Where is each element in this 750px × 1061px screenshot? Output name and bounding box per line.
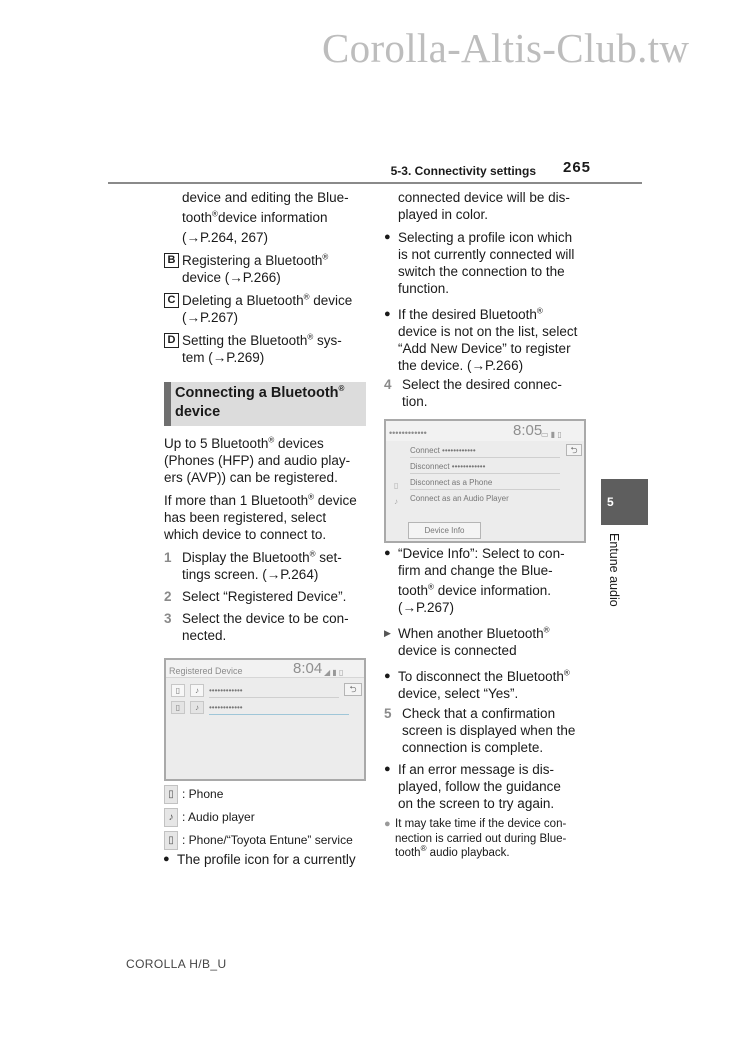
bullet-profile-icon: ● The profile icon for a currently [163, 852, 356, 867]
legend-item: ♪ : Audio player [164, 808, 369, 827]
phone-icon: ▯ [394, 481, 399, 490]
bullet-disconnect: ● To disconnect the Bluetooth® device, select “Yes”. [384, 668, 570, 701]
header-rule [108, 182, 642, 184]
bullet-device-info: ● “Device Info”: Select to con- firm and change the Blue- tooth® device information. (→P.267) [384, 546, 565, 615]
step-4: 4 Select the desired connec- tion. [384, 377, 562, 409]
step-5: 5 Check that a confirmation screen is displayed when the connection is complete. [384, 706, 576, 755]
letter-d-badge: D [164, 333, 179, 348]
music-note-icon[interactable]: ♪ [190, 701, 204, 714]
footer-model: COROLLA H/B_U [126, 957, 227, 971]
item-registering: B Registering a Bluetooth® device (→P.266) [164, 252, 369, 286]
legend-item: ▯ : Phone [164, 785, 369, 804]
phone-entune-icon[interactable]: ▯ [171, 701, 185, 714]
letter-c-badge: C [164, 293, 179, 308]
signal-icon: ▭ ▮ ▯ [541, 430, 562, 439]
item-setting: D Setting the Bluetooth® sys- tem (→P.269) [164, 332, 369, 366]
music-note-icon: ♪ [394, 497, 398, 506]
phone-icon: ▯ [164, 785, 178, 804]
item-deleting: C Deleting a Bluetooth® device (→P.267) [164, 292, 369, 326]
right-column-bottom [384, 545, 589, 861]
paragraph-capacity: Up to 5 Bluetooth® devices (Phones (HFP) and audio play- ers (AVP)) can be registered. [164, 435, 351, 485]
left-column-top [164, 189, 369, 372]
continued-text: connected device will be dis- played in color. [398, 190, 570, 222]
device-info-button[interactable]: Device Info [408, 522, 481, 539]
step-1: 1 Display the Bluetooth® set- tings screen. (→P.264) [164, 549, 342, 582]
note-audio-playback: ● It may take time if the device con- nection is carried out during Blue- tooth® audio playback. [384, 818, 567, 859]
continued-item: device and editing the Blue- tooth®device information (→P.264, 267) [182, 190, 349, 245]
device-name-title: •••••••••••• [389, 428, 427, 438]
device-row[interactable]: •••••••••••• [209, 683, 339, 698]
section-header: 5-3. Connectivity settings [390, 164, 536, 178]
music-note-icon[interactable]: ♪ [190, 684, 204, 697]
step-2: 2 Select “Registered Device”. [164, 589, 347, 604]
connect-option[interactable]: Connect •••••••••••• [410, 443, 560, 458]
chapter-tab: 5 [601, 479, 648, 525]
step-3: 3 Select the device to be con- nected. [164, 611, 349, 643]
bullet-error-message: ● If an error message is dis- played, follow the guidance on the screen to try again. [384, 762, 561, 811]
legend-item: ▯ : Phone/“Toyota Entune” service [164, 831, 369, 850]
chapter-tab-label: Entune audio [607, 533, 621, 607]
screen-clock: 8:04 [293, 660, 323, 677]
icon-legend [164, 785, 369, 873]
phone-icon[interactable]: ▯ [171, 684, 185, 697]
paragraph-multiple: If more than 1 Bluetooth® device has been registered, select which device to connect to. [164, 492, 357, 542]
screen-title: Registered Device [169, 666, 243, 676]
connect-audio-option[interactable]: Connect as an Audio Player [410, 494, 509, 503]
triangle-icon: ▶ [384, 628, 391, 638]
registered-device-screen [164, 658, 366, 781]
screen-clock: 8:05 [513, 422, 543, 439]
section-heading: Connecting a Bluetooth® device [164, 382, 366, 426]
back-button[interactable]: ⮌ [344, 683, 362, 696]
right-column-top [384, 189, 589, 415]
back-button[interactable]: ⮌ [566, 444, 582, 456]
phone-entune-icon: ▯ [164, 831, 178, 850]
signal-icon: ◢ ▮ ▯ [324, 668, 344, 677]
page-number: 265 [563, 159, 592, 176]
bullet-selecting: ● Selecting a profile icon which is not currently connected will switch the connection to the function. [384, 230, 575, 296]
subheading-another-device: ▶ When another Bluetooth® device is connected [384, 625, 550, 658]
watermark: Corolla-Altis-Club.tw [322, 25, 690, 71]
letter-b-badge: B [164, 253, 179, 268]
bullet-add-new: ● If the desired Bluetooth® device is not on the list, select “Add New Device” to register the device. (→P.266) [384, 306, 578, 373]
disconnect-option[interactable]: Disconnect •••••••••••• [410, 459, 560, 474]
music-note-icon: ♪ [164, 808, 178, 827]
left-column-body [164, 435, 369, 649]
disconnect-phone-option[interactable]: Disconnect as a Phone [410, 475, 560, 490]
device-row[interactable]: •••••••••••• [209, 700, 349, 715]
connection-screen [384, 419, 586, 543]
